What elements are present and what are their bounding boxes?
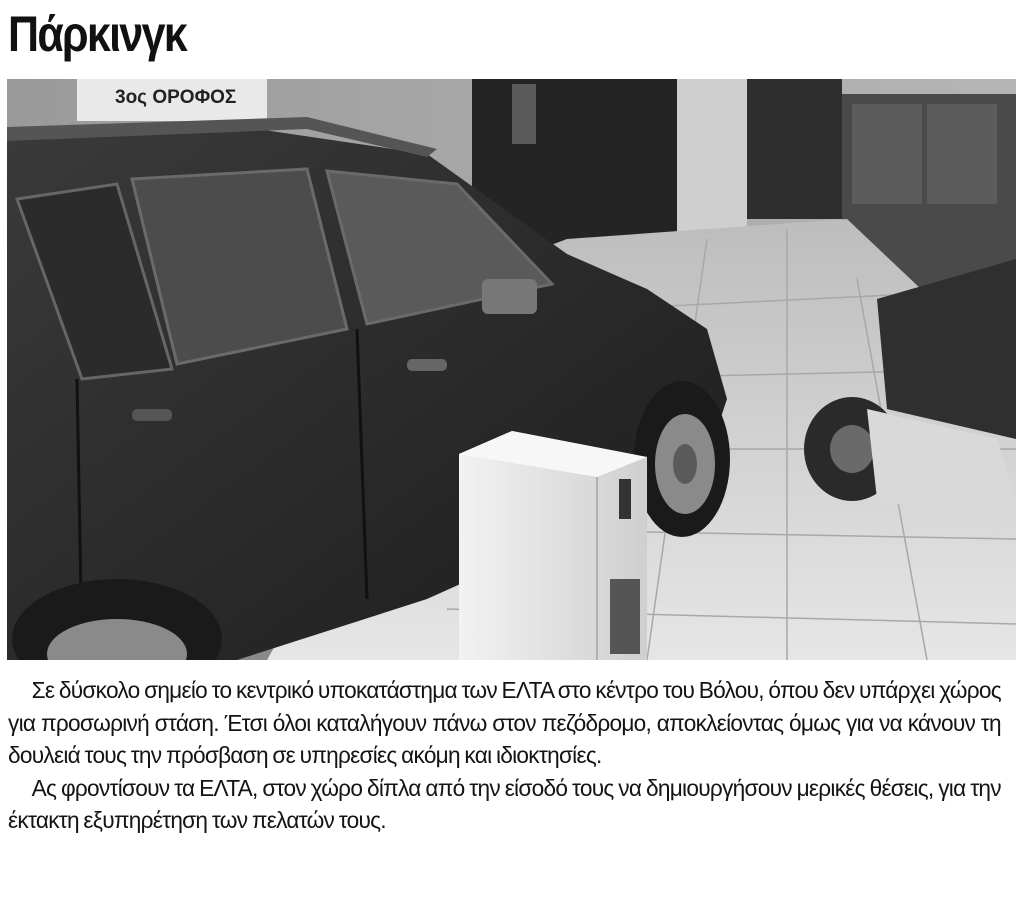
news-photo	[7, 79, 1016, 660]
caption-paragraph-1: Σε δύσκολο σημείο το κεντρικό υποκατάστημα των ΕΛΤΑ στο κέντρο του Βόλου, όπου δεν υπάρχει χώρος για προσωρινή στάση. Έτσι όλοι καταλήγουν πάνω στον πεζόδρομο, αποκλείοντας όμως για να κάνουν τη δουλειά τους την πρόσβαση σε υπηρεσίες ακόμη και ιδιοκτησίες.	[8, 677, 1001, 768]
article-caption	[8, 674, 1016, 837]
caption-paragraph-2: Ας φροντίσουν τα ΕΛΤΑ, στον χώρο δίπλα από την είσοδό τους να δημιουργήσουν μερικές θέσεις, για την έκτακτη εξυπηρέτηση των πελατών τους.	[8, 774, 1001, 833]
headline: Πάρκινγκ	[8, 6, 187, 62]
sign-text: 3ος ΟΡΟΦΟΣ	[115, 87, 237, 108]
